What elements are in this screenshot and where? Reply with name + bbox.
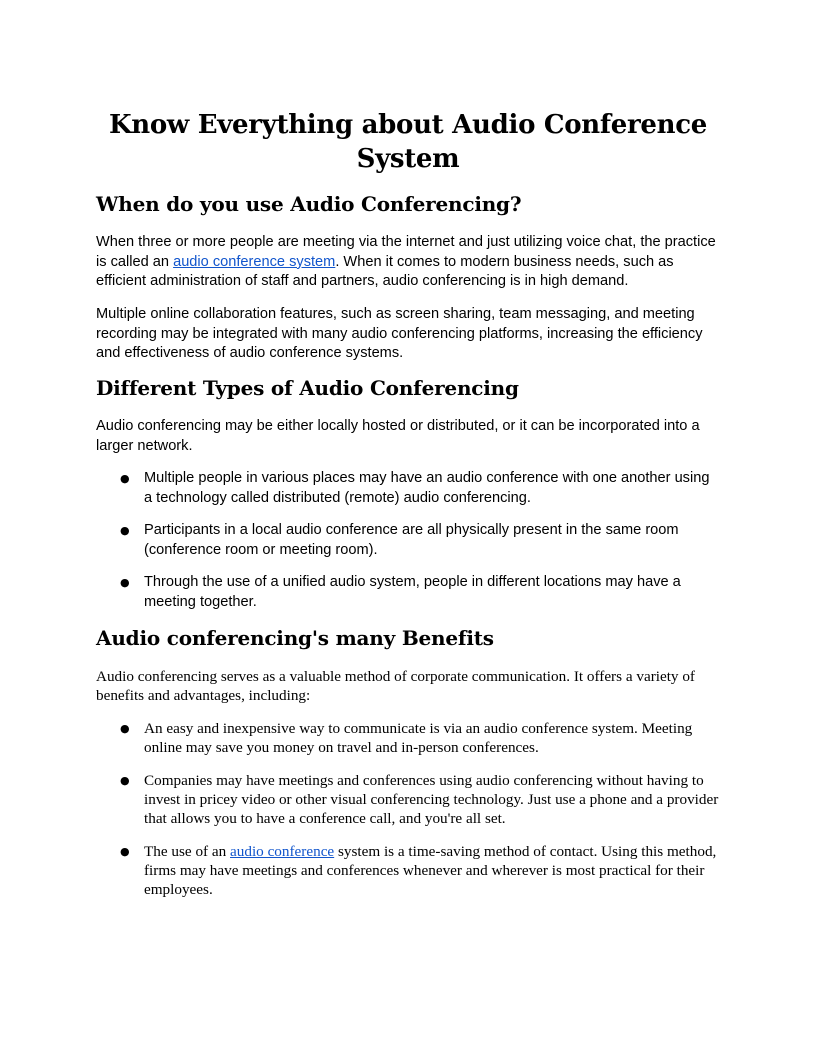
bullet-icon: ● bbox=[120, 845, 130, 858]
audio-conference-system-link[interactable]: audio conference system bbox=[173, 253, 336, 270]
bullet-icon: ● bbox=[120, 524, 130, 537]
bullet-icon: ● bbox=[120, 774, 130, 787]
audio-conference-link[interactable]: audio conference bbox=[230, 843, 335, 860]
paragraph-text: . When it comes to modern business needs, such as efficient administration of staff and partners, audio conferencing is in high demand. bbox=[96, 253, 674, 289]
list-item bbox=[96, 771, 720, 828]
list-item bbox=[96, 469, 720, 508]
list-item-text: The use of an bbox=[144, 843, 231, 860]
bullet-icon: ● bbox=[120, 576, 130, 589]
types-list bbox=[96, 469, 720, 612]
list-item-text: system is a time-saving method of contact. Using this method, firms may have meetings and conferences whenever and wherever is most practical for their employees. bbox=[144, 843, 717, 898]
paragraph-text: When three or more people are meeting via the internet and just utilizing voice chat, the practice is called an bbox=[96, 234, 716, 270]
paragraph-definition bbox=[96, 233, 720, 292]
list-item-text: Through the use of a unified audio system, people in different locations may have a meeting together. bbox=[144, 574, 681, 610]
paragraph-benefits-intro: Audio conferencing serves as a valuable method of corporate communication. It offers a variety of benefits and advantages, including: bbox=[96, 668, 695, 704]
list-item bbox=[96, 521, 720, 560]
list-item-text: Participants in a local audio conference are all physically present in the same room (conference room or meeting room). bbox=[144, 522, 679, 558]
section-heading-types: Different Types of Audio Conferencing bbox=[96, 376, 519, 400]
bullet-icon: ● bbox=[120, 472, 130, 485]
paragraph-collaboration: Multiple online collaboration features, such as screen sharing, team messaging, and meeting recording may be integrated with many audio conferencing platforms, increasing the efficiency and effectiveness of audio conference systems. bbox=[96, 306, 703, 361]
list-item-text: Companies may have meetings and conferences using audio conferencing without having to invest in pricey video or other visual conferencing technology. Just use a phone and a provider that allows you to have a conference call, and you're all set. bbox=[144, 772, 719, 827]
list-item bbox=[96, 842, 720, 899]
benefits-list bbox=[96, 719, 720, 899]
page-title: Know Everything about Audio Conference System bbox=[108, 110, 708, 174]
list-item-text: An easy and inexpensive way to communicate is via an audio conference system. Meeting online may save you money on travel and in-person conferences. bbox=[144, 720, 693, 756]
section-heading-when: When do you use Audio Conferencing? bbox=[96, 192, 522, 216]
paragraph-types-intro: Audio conferencing may be either locally hosted or distributed, or it can be incorporated into a larger network. bbox=[96, 418, 700, 454]
list-item-text: Multiple people in various places may have an audio conference with one another using a technology called distributed (remote) audio conferencing. bbox=[144, 470, 710, 506]
bullet-icon: ● bbox=[120, 722, 130, 735]
list-item bbox=[96, 719, 720, 757]
section-heading-benefits: Audio conferencing's many Benefits bbox=[96, 626, 494, 650]
list-item bbox=[96, 573, 720, 612]
